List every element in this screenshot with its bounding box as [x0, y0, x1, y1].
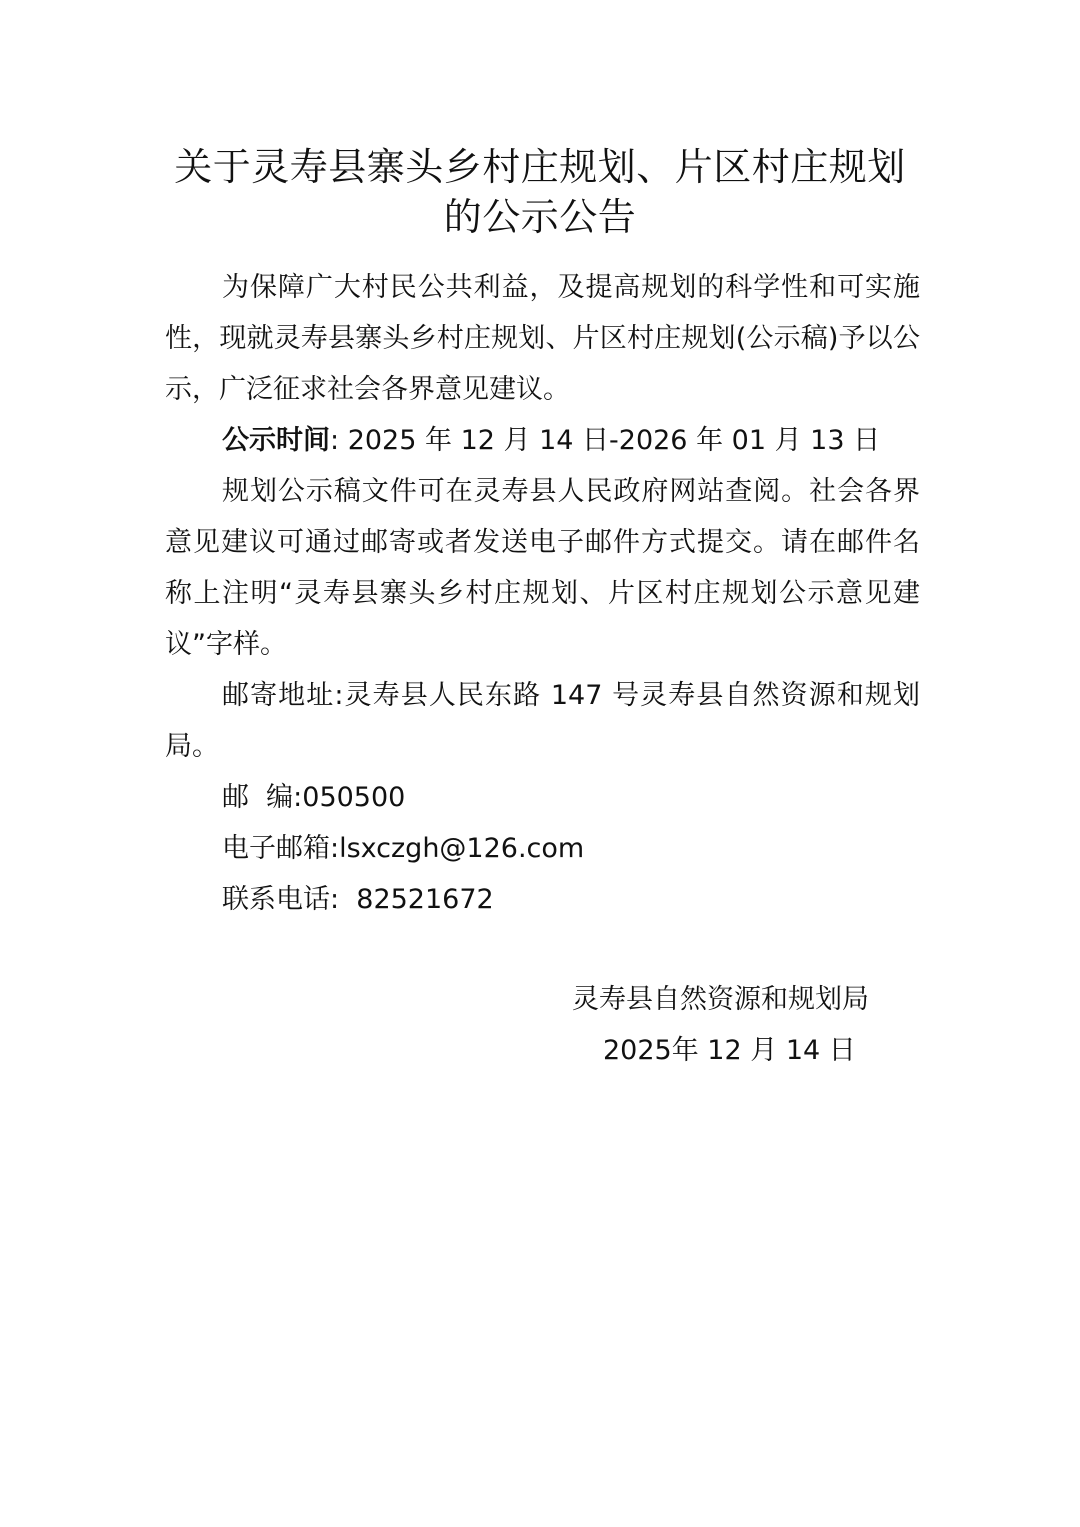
email-line: 电子邮箱:lsxczgh@126.com	[222, 833, 585, 864]
address-paragraph: 邮寄地址:灵寿县人民东路 147 号灵寿县自然资源和规划局。	[165, 680, 920, 762]
page-title	[160, 142, 920, 242]
instructions-paragraph: 规划公示稿文件可在灵寿县人民政府网站查阅。社会各界意见建议可通过邮寄或者发送电子邮件方式提交。请在邮件名称上注明“灵寿县寨头乡村庄规划、片区村庄规划公示意见建议”字样。	[165, 476, 920, 660]
period-separator: :	[330, 425, 348, 456]
intro-paragraph: 为保障广大村民公共利益，及提高规划的科学性和可实施性，现就灵寿县寨头乡村庄规划、片区村庄规划(公示稿)予以公示，广泛征求社会各界意见建议。	[165, 272, 920, 405]
title-line-1: 关于灵寿县寨头乡村庄规划、片区村庄规划	[174, 145, 906, 189]
notice-body	[165, 262, 920, 925]
postcode-line: 邮 编:050500	[222, 782, 406, 813]
phone-line: 联系电话: 82521672	[222, 884, 494, 915]
period-paragraph	[165, 415, 920, 466]
signature-organization: 灵寿县自然资源和规划局	[572, 984, 869, 1015]
title-line-2: 的公示公告	[443, 195, 637, 239]
signature-date: 2025年 12 月 14 日	[603, 1035, 856, 1066]
period-label: 公示时间	[222, 425, 330, 456]
period-value: 2025 年 12 月 14 日-2026 年 01 月 13 日	[347, 425, 881, 456]
